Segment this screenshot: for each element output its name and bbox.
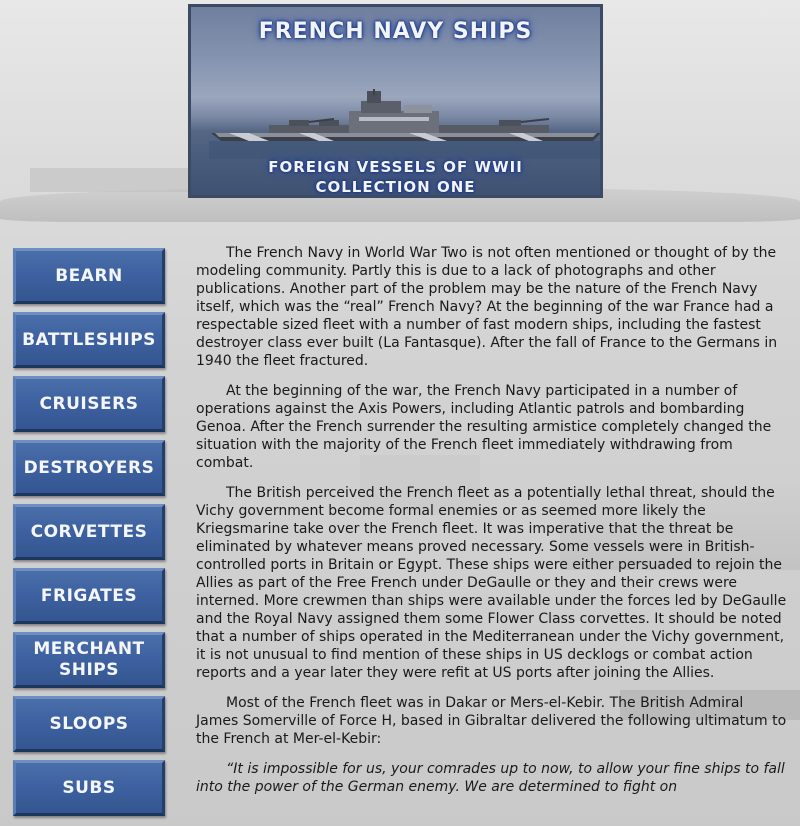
article-paragraph: Most of the French fleet was in Dakar or Mers-el-Kebir. The British Admiral James Somerville of Force H, based in Gibraltar delivered the following ultimatum to the French at Mer-el-Kebir: [196,695,787,747]
nav-button-sloops[interactable]: SLOOPS [13,696,165,752]
nav-button-corvettes[interactable]: CORVETTES [13,504,165,560]
header-banner [188,4,603,198]
battleship-image [209,89,603,159]
nav-button-destroyers[interactable]: DESTROYERS [13,440,165,496]
nav-button-battleships[interactable]: BATTLESHIPS [13,312,165,368]
article-paragraph: The British perceived the French fleet as a potentially lethal threat, should the Vichy government become formal enemies or as seemed more likely the Kriegsmarine take over the French fleet. It was imperative that the threat be eliminated by whatever means proved necessary. Some vessels were in British-controlled ports in Britain or Egypt. These ships were either persuaded to rejoin the Allies as part of the Free French under DeGaulle or they and their crews were interned. More crewmen than ships were available under the forces led by DeGaulle and the Royal Navy assigned them some Flower Class corvettes. It should be noted that a number of ships operated in the Mediterranean under the Vichy government, it is not unusual to find mention of these ships in US decklogs or combat action reports and a year later they were refit at US ports after joining the Allies. [196,485,787,681]
nav-button-cruisers[interactable]: CRUISERS [13,376,165,432]
article-paragraph: At the beginning of the war, the French Navy participated in a number of operations against the Axis Powers, including Atlantic patrols and bombarding Genoa. After the French surrender the resulting armistice completely changed the situation with the majority of the French fleet immediately withdrawing from combat. [196,383,772,471]
nav-button-bearn[interactable]: BEARN [13,248,165,304]
article-quote: “It is impossible for us, your comrades up to now, to allow your fine ships to fall into the power of the German enemy. We are determined to fight on [196,761,785,795]
banner-subtitle: FOREIGN VESSELS OF WWII [268,158,523,176]
banner-title: FRENCH NAVY SHIPS [258,19,533,44]
article-paragraph: The French Navy in World War Two is not often mentioned or thought of by the modeling community. Partly this is due to a lack of photographs and other publications. Another part of the problem may be the nature of the French Navy itself, which was the “real” French Navy? At the beginning of the war France had a respectable sized fleet with a number of fast modern ships, including the fastest destroyer class ever built (La Fantasque). After the fall of France to the Germans in 1940 the fleet fractured. [196,245,778,369]
nav-button-subs[interactable]: SUBS [13,760,165,816]
nav-button-frigates[interactable]: FRIGATES [13,568,165,624]
nav-button-merchant-ships[interactable]: MERCHANT SHIPS [13,632,165,688]
main-article [196,244,788,808]
banner-subtitle: COLLECTION ONE [315,178,476,196]
